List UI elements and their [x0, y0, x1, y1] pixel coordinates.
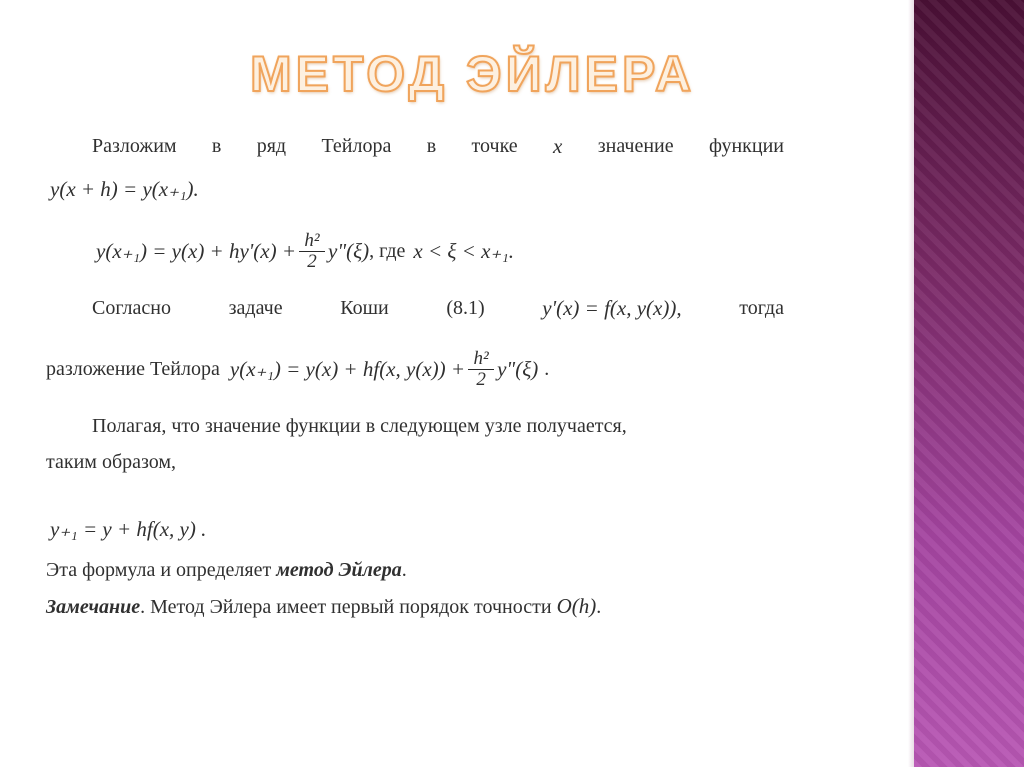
p1-word: в	[426, 135, 437, 157]
p2-word: Коши	[340, 297, 389, 319]
eq2-right: y"(ξ)	[497, 357, 539, 381]
eq2-denominator: 2	[476, 368, 486, 390]
paragraph-2-line-1	[92, 296, 784, 320]
remark-order: O(h)	[556, 594, 597, 618]
p4-end: .	[401, 559, 407, 581]
p1-word: значение	[597, 135, 674, 157]
p1-word: Тейлора	[321, 135, 392, 157]
decorative-side-panel	[914, 0, 1024, 767]
remark-label: Замечание	[46, 596, 141, 618]
eq1-numerator: h²	[304, 229, 320, 251]
p1-word: ряд	[256, 135, 287, 157]
eq1-condition: x < ξ < x₊₁.	[413, 239, 515, 263]
eq1-left: y(x₊₁) = y(x) + hy'(x) +	[96, 239, 297, 263]
p2-word: Согласно	[92, 297, 171, 319]
p2-word: (8.1)	[446, 297, 485, 319]
eq2-fraction	[468, 349, 494, 390]
eq1-right: y"(ξ)	[328, 239, 370, 263]
euler-formula: y₊₁ = y + hf(x, y) .	[50, 517, 207, 541]
p4-text: Эта формула и определяет	[46, 559, 277, 581]
p2b-text: разложение Тейлора	[46, 358, 220, 380]
p2-cauchy-math: y'(x) = f(x, y(x)),	[542, 296, 682, 320]
eq1-fraction	[299, 231, 325, 272]
paragraph-1-line-2: y(x + h) = y(x₊₁).	[50, 177, 199, 201]
p1-word: точке	[471, 135, 518, 157]
eq2-end: .	[544, 358, 550, 380]
p1-word: Разложим	[92, 135, 177, 157]
p2-word: задаче	[228, 297, 283, 319]
eq1-where: , где	[369, 240, 406, 262]
remark-text: . Метод Эйлера имеет первый порядок точности	[140, 596, 557, 618]
paragraph-2-line-2	[46, 340, 549, 398]
p4-bold-term: метод Эйлера	[276, 559, 402, 581]
paragraph-5-remark	[46, 594, 601, 619]
p1-word: функции	[708, 135, 784, 157]
eq2-numerator: h²	[473, 347, 489, 369]
p1-word: в	[211, 135, 222, 157]
paragraph-4	[46, 558, 407, 582]
eq1-denominator: 2	[307, 250, 317, 272]
p2-word: тогда	[739, 297, 784, 319]
paragraph-1-line-1	[92, 134, 784, 158]
paragraph-3-line-2: таким образом,	[46, 451, 177, 473]
p1-math-xk: x	[553, 134, 563, 158]
remark-end: .	[596, 596, 602, 618]
taylor-equation-1	[96, 222, 514, 280]
eq2-left: y(x₊₁) = y(x) + hf(x, y(x)) +	[229, 357, 466, 381]
slide-title: МЕТОД ЭЙЛЕРА	[250, 46, 696, 102]
paragraph-3-line-1: Полагая, что значение функции в следующем узле получается,	[92, 415, 627, 437]
